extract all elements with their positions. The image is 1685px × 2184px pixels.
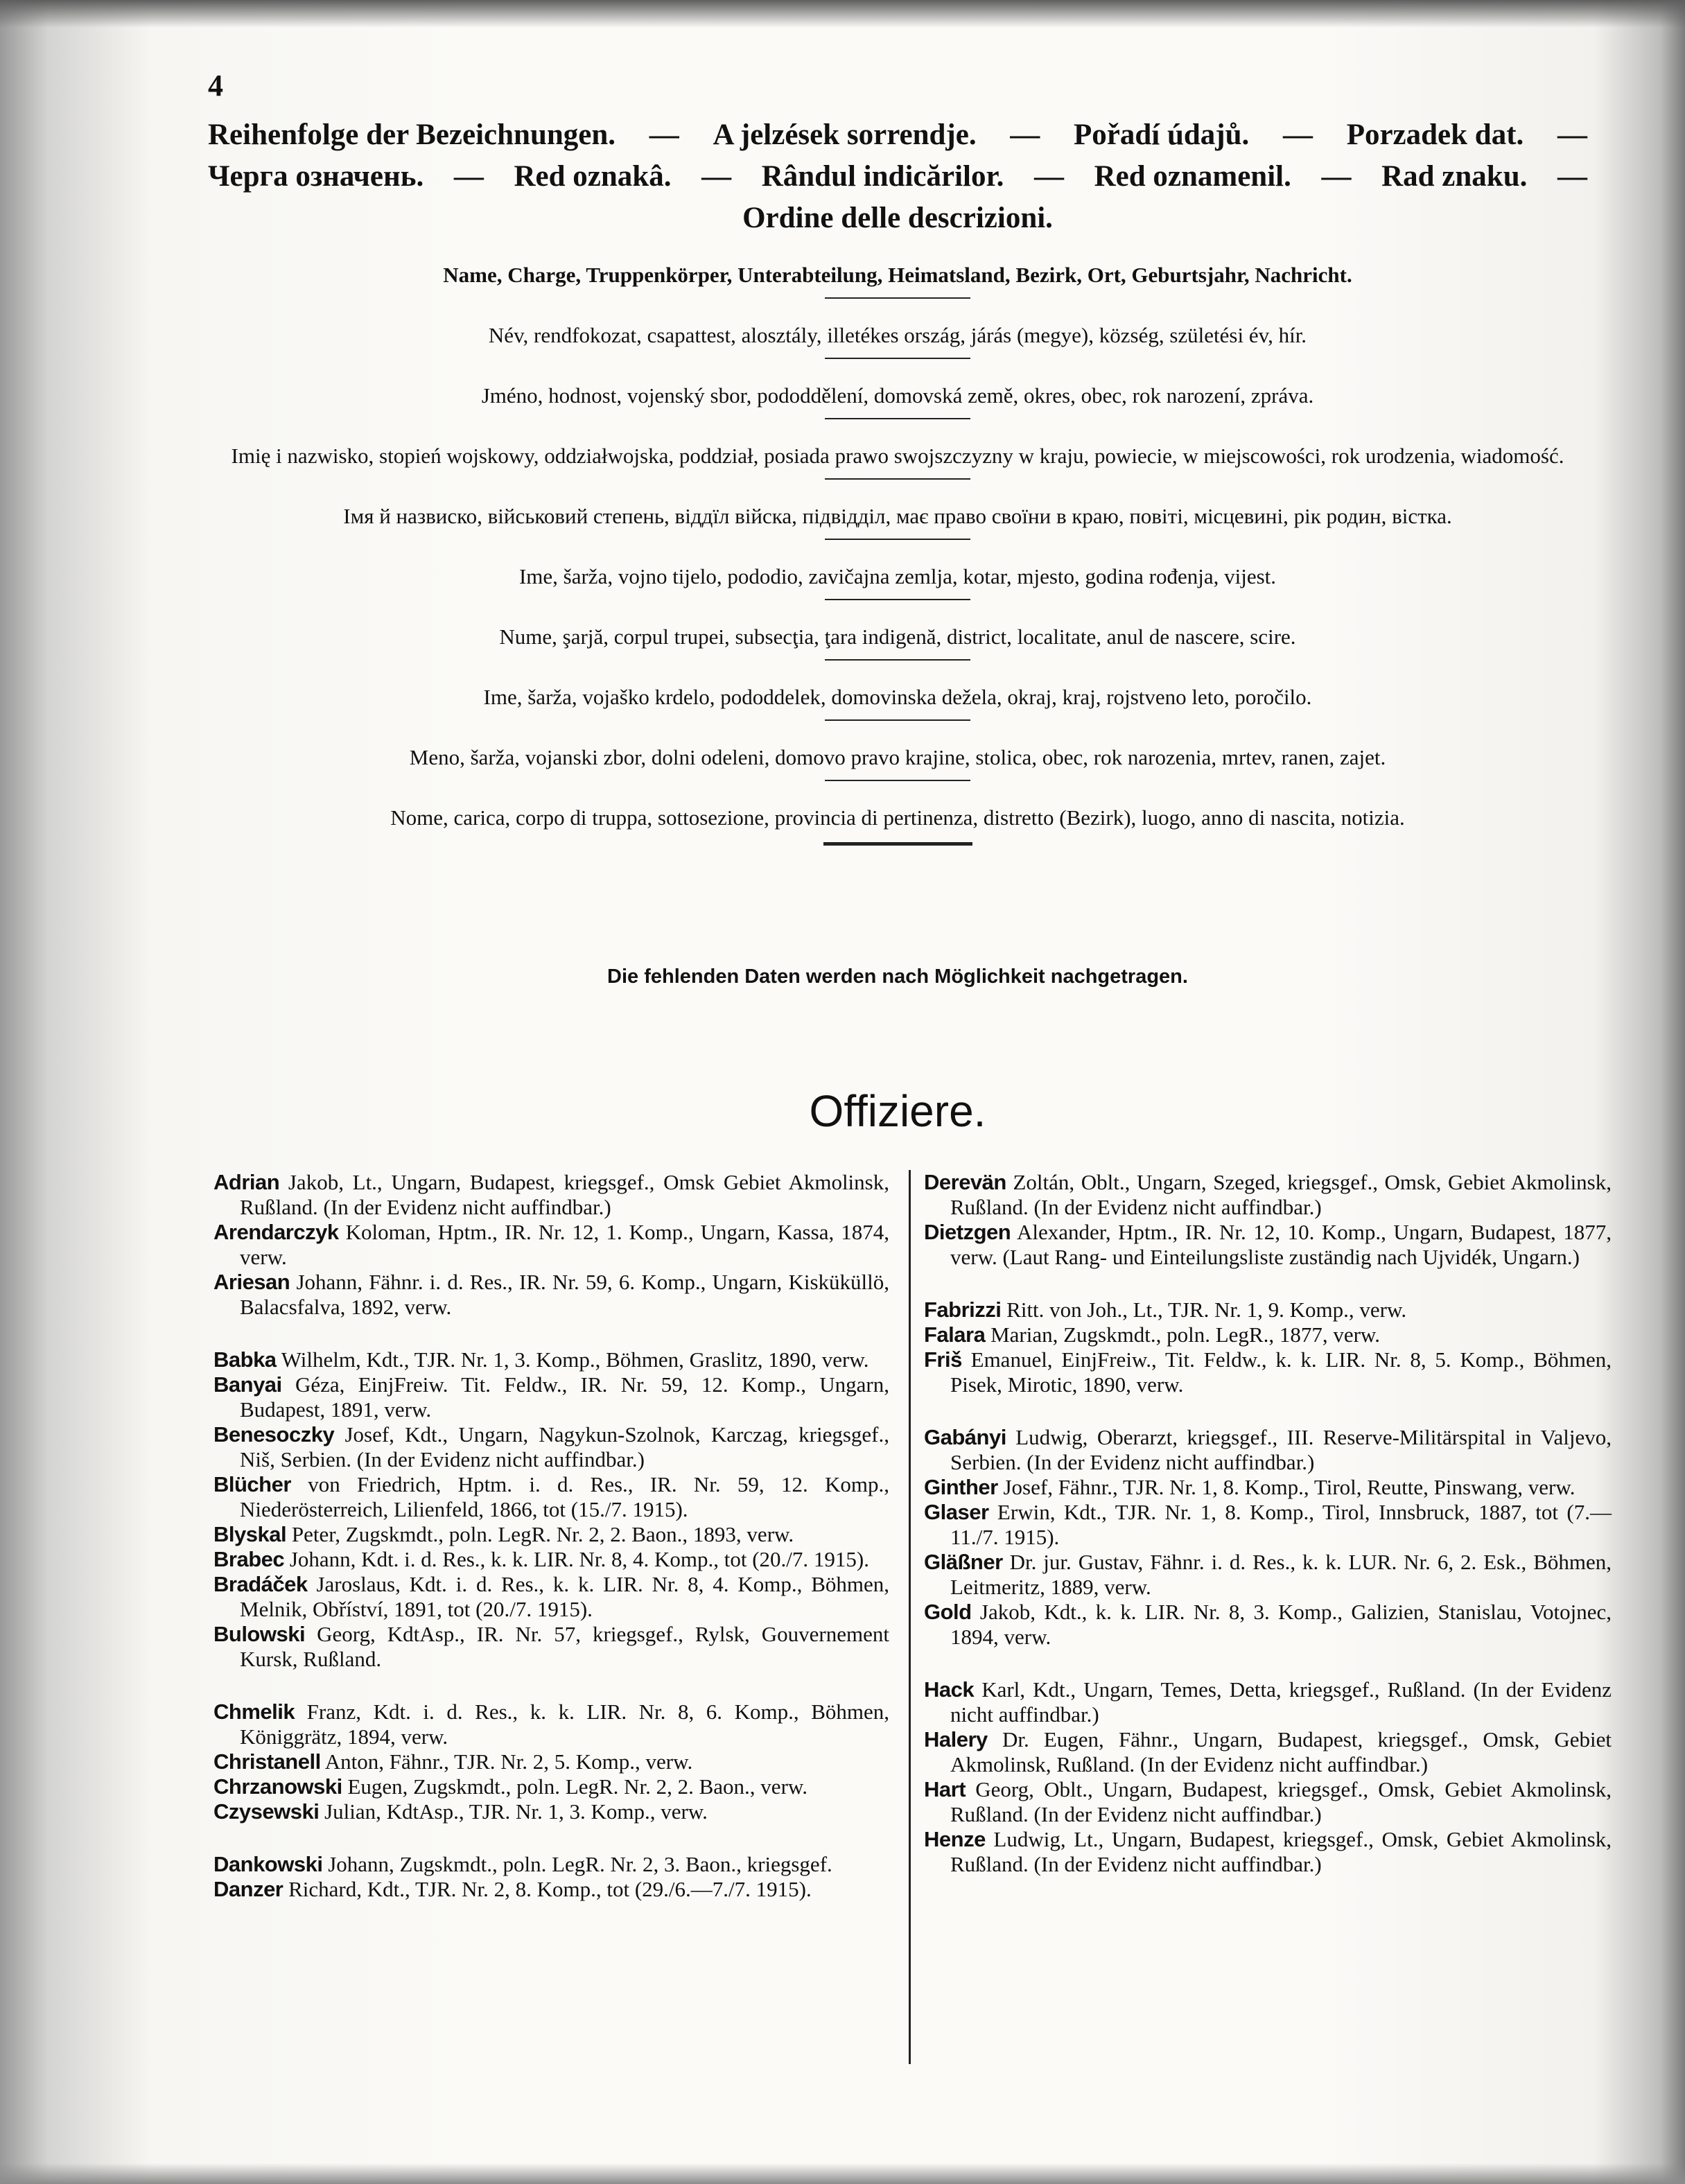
officer-details: Johann, Kdt. i. d. Res., k. k. LIR. Nr. 8, 4. Komp., tot (20./7. 1915).: [284, 1547, 869, 1571]
officer-entry: [213, 1799, 889, 1824]
separator-rule: [825, 297, 970, 299]
separator-rule: [825, 780, 970, 781]
officer-details: Marian, Zugskmdt., poln. LegR., 1877, verw.: [985, 1322, 1381, 1347]
officer-surname: Blücher: [213, 1472, 291, 1496]
officer-details: Julian, KdtAsp., TJR. Nr. 1, 3. Komp., verw.: [319, 1799, 708, 1824]
letter-gap: [213, 1824, 889, 1852]
officer-entry: [213, 1749, 889, 1774]
officer-surname: Brabec: [213, 1547, 285, 1571]
officer-surname: Czysewski: [213, 1799, 320, 1824]
officer-surname: Benesoczky: [213, 1422, 335, 1447]
officer-surname: Gold: [924, 1600, 972, 1624]
officer-surname: Bradáček: [213, 1572, 308, 1596]
field-order-line: Імя й назвиско, військовий степень, віддїл війска, підвідділ, має право своїни в краю, повіті, місцевині, рік родин, вістка.: [343, 504, 1452, 528]
title-line-2: [208, 156, 1587, 198]
officer-surname: Halery: [924, 1727, 988, 1751]
officer-surname: Chmelik: [213, 1700, 295, 1724]
separator-rule: [825, 659, 970, 661]
officer-details: Dr. Eugen, Fähnr., Ungarn, Budapest, kriegsgef., Omsk, Gebiet Akmolinsk, Rußland. (In der Evidenz nicht auffindbar.): [950, 1727, 1612, 1776]
officer-details: Anton, Fähnr., TJR. Nr. 2, 5. Komp., verw.: [320, 1749, 693, 1774]
officer-entry: [924, 1322, 1612, 1347]
officer-surname: Chrzanowski: [213, 1774, 342, 1799]
title-segment: —: [1557, 160, 1587, 193]
officer-details: Karl, Kdt., Ungarn, Temes, Detta, kriegsgef., Rußland. (In der Evidenz nicht auffindbar.): [950, 1677, 1612, 1727]
officer-details: Jakob, Lt., Ungarn, Budapest, kriegsgef., Omsk Gebiet Akmolinsk, Rußland. (In der Evidenz nicht auffindbar.): [240, 1170, 889, 1219]
officer-details: Eugen, Zugskmdt., poln. LegR. Nr. 2, 2. Baon., verw.: [342, 1774, 808, 1799]
officer-entry: [213, 1877, 889, 1902]
title-line-3: Ordine delle descrizioni.: [742, 202, 1053, 234]
separator-rule: [825, 719, 970, 721]
officer-details: Josef, Kdt., Ungarn, Nagykun-Szolnok, Karczag, kriegsgef., Niš, Serbien. (In der Evidenz nicht auffindbar.): [240, 1422, 889, 1471]
officer-entry: [213, 1547, 889, 1572]
title-segment: Черга означень.: [208, 160, 424, 193]
title-segment: —: [1010, 119, 1040, 151]
letter-gap: [213, 1320, 889, 1347]
officer-surname: Derevän: [924, 1170, 1006, 1194]
officer-details: Wilhelm, Kdt., TJR. Nr. 1, 3. Komp., Böhmen, Graslitz, 1890, verw.: [276, 1347, 869, 1372]
separator-rule: [825, 478, 970, 480]
title-segment: Red oznamenil.: [1094, 160, 1291, 193]
field-order-line: Imię i nazwisko, stopień wojskowy, oddziałwojska, poddział, posiada prawo swojszczyzny w kraju, powiecie, w miejscowości, rok urodzenia, wiadomość.: [231, 444, 1564, 468]
title-segment: —: [1321, 160, 1352, 193]
title-segment: Porzadek dat.: [1346, 119, 1524, 151]
officer-details: Erwin, Kdt., TJR. Nr. 1, 8. Komp., Tirol, Innsbruck, 1887, tot (7.—11./7. 1915).: [950, 1500, 1612, 1549]
officer-surname: Gläßner: [924, 1550, 1003, 1574]
officer-entry: [213, 1774, 889, 1799]
officer-entry: [213, 1572, 889, 1622]
officer-details: Johann, Zugskmdt., poln. LegR. Nr. 2, 3. Baon., kriegsgef.: [322, 1852, 832, 1876]
officer-entry: [924, 1827, 1612, 1877]
officer-entry: [924, 1600, 1612, 1650]
letter-gap: [924, 1397, 1612, 1425]
left-column: [213, 1170, 889, 1902]
officer-details: Peter, Zugskmdt., poln. LegR. Nr. 2, 2. Baon., 1893, verw.: [286, 1522, 794, 1546]
officer-surname: Bulowski: [213, 1622, 306, 1646]
title-segment: A jelzések sorrendje.: [713, 119, 977, 151]
title-segment: Pořadí údajů.: [1074, 119, 1250, 151]
officer-details: Georg, Oblt., Ungarn, Budapest, kriegsgef., Omsk, Gebiet Akmolinsk, Rußland. (In der Evidenz nicht auffindbar.): [950, 1777, 1612, 1826]
field-order-line: Name, Charge, Truppenkörper, Unterabteilung, Heimatsland, Bezirk, Ort, Geburtsjahr, Nachricht.: [443, 263, 1352, 287]
officer-surname: Arendarczyk: [213, 1220, 339, 1244]
field-order-line: Nume, şarjă, corpul trupei, subsecţia, ţara indigenă, district, localitate, anul de nascere, scire.: [499, 624, 1296, 649]
missing-data-note: Die fehlenden Daten werden nach Möglichkeit nachgetragen.: [607, 966, 1188, 988]
section-heading: Offiziere.: [809, 1086, 986, 1136]
officer-details: Dr. jur. Gustav, Fähnr. i. d. Res., k. k. LUR. Nr. 6, 2. Esk., Böhmen, Leitmeritz, 1889, verw.: [950, 1550, 1612, 1599]
scan-shadow-bottom: [0, 2163, 1685, 2184]
letter-gap: [213, 1672, 889, 1700]
title-block: [208, 114, 1587, 239]
officer-entry: [213, 1372, 889, 1422]
officer-entry: [924, 1475, 1612, 1500]
officer-entry: [213, 1422, 889, 1472]
officer-details: Richard, Kdt., TJR. Nr. 2, 8. Komp., tot (29./6.—7./7. 1915).: [283, 1877, 812, 1901]
letter-gap: [924, 1650, 1612, 1677]
officer-surname: Glaser: [924, 1500, 989, 1524]
title-segment: —: [1033, 160, 1064, 193]
separator-rule: [823, 842, 972, 846]
separator-rule: [825, 358, 970, 359]
officer-entry: [924, 1170, 1612, 1220]
officer-surname: Friš: [924, 1347, 962, 1372]
field-order-line: Ime, šarža, vojno tijelo, pododio, zavičajna zemlja, kotar, mjesto, godina rođenja, vijest.: [518, 564, 1277, 588]
officer-entry: [213, 1522, 889, 1547]
officer-surname: Banyai: [213, 1372, 282, 1397]
officer-details: Ludwig, Oberarzt, kriegsgef., III. Reserve-Militärspital in Valjevo, Serbien. (In der Evidenz nicht auffindbar.): [950, 1425, 1612, 1474]
officer-entry: [924, 1500, 1612, 1550]
officer-details: Zoltán, Oblt., Ungarn, Szeged, kriegsgef., Omsk, Gebiet Akmolinsk, Rußland. (In der Evidenz nicht auffindbar.): [950, 1170, 1612, 1219]
separator-rule: [825, 418, 970, 419]
officer-details: Alexander, Hptm., IR. Nr. 12, 10. Komp., Ungarn, Budapest, 1877, verw. (Laut Rang- und Einteilungsliste zuständig nach Ujvidék, Ungarn.): [950, 1220, 1612, 1269]
officer-details: Ludwig, Lt., Ungarn, Budapest, kriegsgef., Omsk, Gebiet Akmolinsk, Rußland. (In der Evidenz nicht auffindbar.): [950, 1827, 1612, 1876]
field-order-line: Ime, šarža, vojaško krdelo, pododdelek, domovinska dežela, okraj, kraj, rojstveno leto, poročilo.: [483, 685, 1312, 709]
officer-details: Georg, KdtAsp., IR. Nr. 57, kriegsgef., Rylsk, Gouvernement Kursk, Rußland.: [240, 1622, 889, 1671]
title-segment: Red oznakâ.: [514, 160, 672, 193]
officer-entry: [924, 1777, 1612, 1827]
title-segment: —: [701, 160, 732, 193]
title-segment: —: [649, 119, 679, 151]
officer-entry: [213, 1622, 889, 1672]
officer-entry: [924, 1550, 1612, 1600]
right-column: [924, 1170, 1612, 1877]
officer-surname: Hart: [924, 1777, 966, 1801]
officer-details: Emanuel, EinjFreiw., Tit. Feldw., k. k. LIR. Nr. 8, 5. Komp., Böhmen, Pisek, Mirotic, 1890, verw.: [950, 1347, 1612, 1397]
column-divider: [909, 1170, 911, 2064]
officer-surname: Babka: [213, 1347, 277, 1372]
officer-entry: [924, 1425, 1612, 1475]
officer-surname: Fabrizzi: [924, 1298, 1002, 1322]
officer-surname: Gabányi: [924, 1425, 1006, 1449]
officer-surname: Dankowski: [213, 1852, 323, 1876]
officer-details: Josef, Fähnr., TJR. Nr. 1, 8. Komp., Tirol, Reutte, Pinswang, verw.: [997, 1475, 1575, 1499]
officer-surname: Danzer: [213, 1877, 283, 1901]
officer-details: Jaroslaus, Kdt. i. d. Res., k. k. LIR. Nr. 8, 4. Komp., Böhmen, Melnik, Obříství, 1891, tot (20./7. 1915).: [240, 1572, 889, 1621]
officer-surname: Blyskal: [213, 1522, 287, 1546]
officer-entry: [213, 1472, 889, 1522]
officer-entry: [924, 1727, 1612, 1777]
title-segment: —: [1282, 119, 1313, 151]
officer-surname: Hack: [924, 1677, 975, 1702]
officer-surname: Dietzgen: [924, 1220, 1011, 1244]
officer-surname: Ariesan: [213, 1270, 290, 1294]
officer-surname: Christanell: [213, 1749, 321, 1774]
field-order-line: Meno, šarža, vojanski zbor, dolni odeleni, domovo pravo krajine, stolica, obec, rok narozenia, mrtev, ranen, zajet.: [409, 745, 1386, 769]
title-segment: Rândul indicărilor.: [761, 160, 1004, 193]
officer-entry: [213, 1700, 889, 1749]
scan-shadow-top: [0, 0, 1685, 28]
officer-entry: [924, 1347, 1612, 1397]
officer-entry: [924, 1677, 1612, 1727]
officer-details: von Friedrich, Hptm. i. d. Res., IR. Nr. 59, 12. Komp., Niederösterreich, Lilienfeld, 1866, tot (15./7. 1915).: [240, 1472, 889, 1521]
separator-rule: [825, 599, 970, 600]
officer-surname: Falara: [924, 1322, 986, 1347]
title-segment: —: [1557, 119, 1587, 151]
officer-details: Koloman, Hptm., IR. Nr. 12, 1. Komp., Ungarn, Kassa, 1874, verw.: [240, 1220, 889, 1269]
title-line-1: [208, 114, 1587, 156]
officer-entry: [213, 1270, 889, 1320]
officer-entry: [213, 1852, 889, 1877]
title-segment: Rad znaku.: [1381, 160, 1528, 193]
officer-entry: [213, 1220, 889, 1270]
officer-details: Johann, Fähnr. i. d. Res., IR. Nr. 59, 6. Komp., Ungarn, Kisküküllö, Balacsfalva, 1892, verw.: [240, 1270, 889, 1319]
officer-surname: Henze: [924, 1827, 986, 1851]
officer-surname: Ginther: [924, 1475, 998, 1499]
officer-surname: Adrian: [213, 1170, 280, 1194]
letter-gap: [924, 1270, 1612, 1298]
field-order-line: Nome, carica, corpo di truppa, sottosezione, provincia di pertinenza, distretto (Bezirk), luogo, anno di nascita, notizia.: [390, 805, 1405, 830]
officer-details: Ritt. von Joh., Lt., TJR. Nr. 1, 9. Komp., verw.: [1001, 1298, 1407, 1322]
officer-entry: [924, 1298, 1612, 1322]
page-number: 4: [208, 69, 223, 103]
officer-entry: [213, 1170, 889, 1220]
title-segment: Reihenfolge der Bezeichnungen.: [208, 119, 616, 151]
separator-rule: [825, 539, 970, 540]
title-segment: —: [453, 160, 484, 193]
officer-details: Franz, Kdt. i. d. Res., k. k. LIR. Nr. 8, 6. Komp., Böhmen, Königgrätz, 1894, verw.: [240, 1700, 889, 1749]
officer-entry: [924, 1220, 1612, 1270]
field-order-line: Jméno, hodnost, vojenský sbor, pododdělení, domovská země, okres, obec, rok narození, zpráva.: [481, 383, 1314, 408]
field-order-line: Név, rendfokozat, csapattest, alosztály, illetékes ország, járás (megye), község, születési év, hír.: [488, 323, 1307, 347]
officer-entry: [213, 1347, 889, 1372]
officer-details: Jakob, Kdt., k. k. LIR. Nr. 8, 3. Komp., Galizien, Stanislau, Votojnec, 1894, verw.: [950, 1600, 1612, 1649]
field-order-list: [208, 262, 1587, 846]
officer-details: Géza, EinjFreiw. Tit. Feldw., IR. Nr. 59, 12. Komp., Ungarn, Budapest, 1891, verw.: [240, 1372, 889, 1422]
